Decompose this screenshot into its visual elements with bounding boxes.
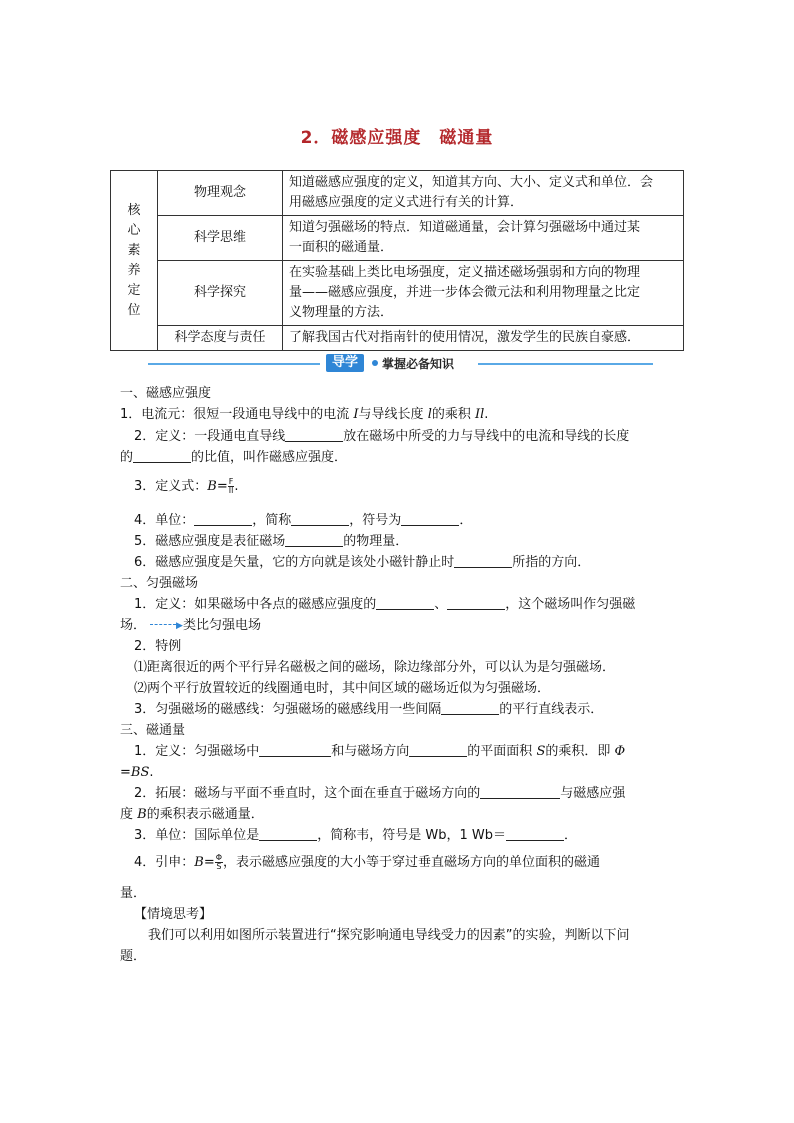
text: 、 xyxy=(434,597,448,612)
text-line xyxy=(134,596,635,614)
description-cell xyxy=(283,326,684,351)
text: 度 xyxy=(120,807,138,822)
text-line xyxy=(134,701,603,719)
text: 的物理量． xyxy=(343,534,409,549)
text-line xyxy=(134,743,625,761)
text: ，符号为 xyxy=(349,513,402,528)
desc-line: 用磁感应强度的定义式进行有关的计算． xyxy=(289,195,524,210)
text-line xyxy=(120,764,154,782)
formula-line xyxy=(134,854,600,872)
fill-blank[interactable] xyxy=(285,533,343,547)
description-cell xyxy=(283,216,684,261)
text: . xyxy=(484,407,489,422)
fill-blank[interactable] xyxy=(376,596,434,610)
text: . xyxy=(234,479,239,494)
symbol: B xyxy=(207,479,217,494)
side-char: 核 xyxy=(127,202,141,218)
text: ，表示磁感应强度的大小等于穿过垂直磁场方向的单位面积的磁通 xyxy=(223,855,601,870)
text-line xyxy=(134,827,577,845)
table-row xyxy=(111,326,684,351)
text: 的乘积表示磁通量． xyxy=(146,807,264,822)
text-line: 题． xyxy=(120,949,147,964)
denominator: Il xyxy=(228,486,234,495)
symbol: I xyxy=(353,407,359,422)
text: ，这个磁场叫作匀强磁 xyxy=(505,597,636,612)
desc-line: 在实验基础上类比电场强度，定义描述磁场强弱和方向的物理 xyxy=(289,265,641,280)
desc-line: 一面积的磁通量． xyxy=(289,240,394,255)
fraction xyxy=(215,854,223,871)
banner-dot-icon xyxy=(372,360,378,366)
symbol: S xyxy=(536,744,546,759)
text: 2．拓展：磁场与平面不垂直时，这个面在垂直于磁场方向的 xyxy=(134,786,481,801)
desc-line: 知道匀强磁场的特点．知道磁通量，会计算匀强磁场中通过某 xyxy=(289,220,641,235)
analogy-note: 类比匀强电场 xyxy=(182,618,261,633)
text: = xyxy=(120,765,131,780)
side-char: 心 xyxy=(127,222,141,238)
text: 1．电流元：很短一段通电导线中的电流 xyxy=(120,407,354,422)
text: 6．磁感应强度是矢量，它的方向就是该处小磁针静止时 xyxy=(134,555,455,570)
text-line xyxy=(134,512,472,530)
text-line: ⑵两个平行放置较近的线圈通电时，其中间区域的磁场近似为匀强磁场． xyxy=(134,681,551,696)
text: ． xyxy=(459,513,473,528)
banner-tag: 导学 xyxy=(326,354,364,372)
text-line: 量． xyxy=(120,886,147,901)
section-heading: 一、磁感应强度 xyxy=(120,386,212,401)
table-row xyxy=(111,216,684,261)
text: 的比值，叫作磁感应强度． xyxy=(191,450,348,465)
description-cell xyxy=(283,261,684,326)
text: 5．磁感应强度是表征磁场 xyxy=(134,534,286,549)
table-row xyxy=(111,171,684,216)
desc-line: 了解我国古代对指南针的使用情况，激发学生的民族自豪感． xyxy=(289,330,641,345)
symbol: l xyxy=(427,407,432,422)
text: 放在磁场中所受的力与导线中的电流和导线的长度 xyxy=(343,429,630,444)
fill-blank[interactable] xyxy=(401,512,459,526)
arrow-head-icon: ▶ xyxy=(176,621,183,631)
banner-rule-right xyxy=(478,363,653,365)
fill-blank[interactable] xyxy=(259,743,331,757)
side-char: 定 xyxy=(127,282,141,298)
side-label xyxy=(111,171,158,351)
text: ，简称韦，符号是 Wb，1 Wb＝ xyxy=(317,828,507,843)
fill-blank[interactable] xyxy=(480,785,560,799)
text: = xyxy=(216,479,228,494)
core-literacy-table xyxy=(110,170,684,351)
text: ，简称 xyxy=(252,513,292,528)
numerator: F xyxy=(228,477,234,486)
dimension-cell: 科学态度与责任 xyxy=(158,326,283,351)
fill-blank[interactable] xyxy=(447,596,505,610)
text-line xyxy=(134,428,629,446)
fill-blank[interactable] xyxy=(454,554,512,568)
text: = xyxy=(203,855,215,870)
text: 的 xyxy=(120,450,134,465)
text-line xyxy=(120,806,264,824)
side-char: 位 xyxy=(127,302,141,318)
text: 的平面面积 xyxy=(467,744,537,759)
text: 的乘积 xyxy=(431,407,475,422)
text: 1．定义：匀强磁场中 xyxy=(134,744,260,759)
text: 的平行直线表示． xyxy=(499,702,604,717)
symbol: Il xyxy=(475,407,485,422)
text: ． xyxy=(564,828,578,843)
analogy-arrow-icon xyxy=(150,624,176,625)
text-line: 2．特例 xyxy=(134,639,182,654)
text: 3．匀强磁场的磁感线：匀强磁场的磁感线用一些间隔 xyxy=(134,702,442,717)
text: 3．定义式： xyxy=(134,479,208,494)
symbol: Φ xyxy=(614,744,626,759)
dimension-cell: 物理观念 xyxy=(158,171,283,216)
fill-blank[interactable] xyxy=(506,827,564,841)
text-line xyxy=(120,449,347,467)
page-title: 2．磁感应强度 磁通量 xyxy=(300,128,494,148)
symbol: B xyxy=(137,807,147,822)
text: 3．单位：国际单位是 xyxy=(134,828,260,843)
banner-subtitle: 掌握必备知识 xyxy=(382,357,455,371)
fill-blank[interactable] xyxy=(441,701,499,715)
text-line xyxy=(134,554,590,572)
text-line xyxy=(120,617,261,635)
numerator: Φ xyxy=(215,853,223,862)
text: 2．定义：一段通电直导线 xyxy=(134,429,286,444)
text: 和与磁场方向 xyxy=(331,744,410,759)
dimension-cell: 科学探究 xyxy=(158,261,283,326)
section-heading: 三、磁通量 xyxy=(120,723,186,738)
fill-blank[interactable] xyxy=(285,428,343,442)
symbol: B xyxy=(194,855,204,870)
section-banner xyxy=(148,354,653,374)
text: 场． xyxy=(120,618,147,633)
formula-line xyxy=(134,478,239,496)
text-line: 我们可以利用如图所示装置进行“探究影响通电导线受力的因素”的实验，判断以下问 xyxy=(148,928,630,943)
text-line xyxy=(120,406,488,424)
banner-rule-left xyxy=(148,363,320,365)
fill-blank[interactable] xyxy=(133,449,191,463)
desc-line: 量——磁感应强度，并进一步体会微元法和利用物理量之比定 xyxy=(289,285,641,300)
text: 4．引申： xyxy=(134,855,195,870)
text: 4．单位： xyxy=(134,513,195,528)
desc-line: 义物理量的方法． xyxy=(289,305,394,320)
table-row xyxy=(111,261,684,326)
dimension-cell: 科学思维 xyxy=(158,216,283,261)
text-line xyxy=(134,533,408,551)
symbol: BS xyxy=(130,765,150,780)
text: 与磁感应强 xyxy=(560,786,626,801)
text: 的乘积．即 xyxy=(545,744,615,759)
description-cell xyxy=(283,171,684,216)
text: . xyxy=(149,765,154,780)
desc-line: 知道磁感应强度的定义，知道其方向、大小、定义式和单位．会 xyxy=(289,175,654,190)
text: 所指的方向． xyxy=(512,555,591,570)
text: 1．定义：如果磁场中各点的磁感应强度的 xyxy=(134,597,377,612)
side-char: 养 xyxy=(127,262,141,278)
text-line: ⑴距离很近的两个平行异名磁极之间的磁场，除边缘部分外，可以认为是匀强磁场． xyxy=(134,660,616,675)
denominator: S xyxy=(216,862,222,871)
situational-heading: 【情境思考】 xyxy=(134,907,213,922)
section-heading: 二、匀强磁场 xyxy=(120,576,199,591)
fill-blank[interactable] xyxy=(409,743,467,757)
fill-blank[interactable] xyxy=(291,512,349,526)
text-line xyxy=(134,785,625,803)
fill-blank[interactable] xyxy=(194,512,252,526)
side-char: 素 xyxy=(127,242,141,258)
fill-blank[interactable] xyxy=(259,827,317,841)
text: 与导线长度 xyxy=(358,407,428,422)
